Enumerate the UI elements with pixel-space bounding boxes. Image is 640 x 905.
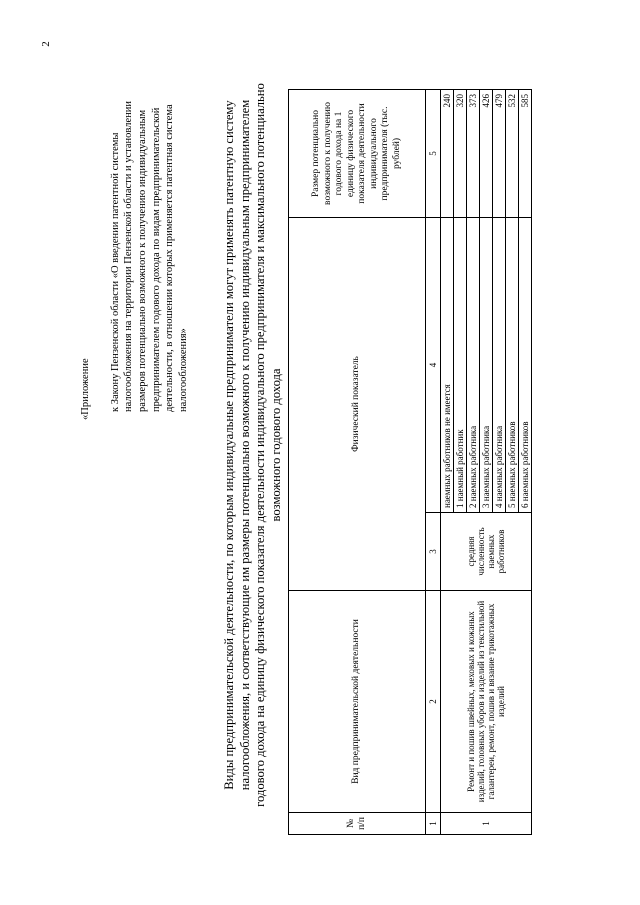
column-number: 2 (426, 591, 441, 813)
indicator-item: 1 наемный работник (454, 217, 467, 512)
income-value: 320 (454, 89, 467, 217)
income-value: 532 (506, 89, 519, 217)
income-value: 426 (480, 89, 493, 217)
column-number: 1 (426, 813, 441, 835)
appendix-block (79, 90, 190, 420)
indicator-item: 4 наемных работника (493, 217, 506, 512)
column-number: 4 (426, 217, 441, 512)
appendix-text: к Закону Пензенской области «О введении патентной системы налогообложения на территории Пензенской области и установлении размеров потенциально возможного к получению индивидуальным предпринимателем годового дохода по видам предпринимательской деятельности, в отношении которых применяется патентная система налогообложения» (109, 101, 189, 412)
income-value: 479 (493, 89, 506, 217)
table-header-row (289, 89, 426, 834)
column-number: 3 (426, 513, 441, 591)
row-number: 1 (441, 813, 532, 835)
page-number: 2 (40, 41, 52, 47)
column-number-row (426, 89, 441, 834)
appendix-heading: «Приложение (80, 358, 91, 420)
header-indicator: Физический показатель (289, 217, 426, 590)
indicator-item: наемных работников не имеется (441, 217, 454, 512)
physical-indicator: средняя численность наемных работников (441, 513, 532, 591)
indicator-item: 6 наемных работников (519, 217, 532, 512)
income-value: 585 (519, 89, 532, 217)
header-income: Размер потенциально возможного к получению годового дохода на 1 единицу физического показателя деятельности индивидуального предпринимателя (тыс. рублей) (289, 89, 426, 217)
header-no: № п/п (289, 813, 426, 835)
document-title: Виды предпринимательской деятельности, по которым индивидуальные предприниматели могут применять патентную систему налогообложения, и соответствующие им размеры потенциально возможного к получению индивидуальным предпринимателем годового дохода на единицу физического показателя деятельности индивидуального предпринимателя и максимального потенциально возможного годового дохода (222, 83, 283, 807)
column-number: 5 (426, 89, 441, 217)
income-value: 373 (467, 89, 480, 217)
header-activity: Вид предпринимательской деятельности (289, 591, 426, 813)
income-value: 240 (441, 89, 454, 217)
table-row (441, 89, 454, 834)
indicator-item: 2 наемных работника (467, 217, 480, 512)
activities-table (288, 89, 532, 835)
indicator-item: 3 наемных работника (480, 217, 493, 512)
indicator-item: 5 наемных работников (506, 217, 519, 512)
activity-name: Ремонт и пошив швейных, меховых и кожаных изделий, головных уборов и изделий из текстильной галантереи, ремонт, пошив и вязание трикотажных изделий (441, 591, 532, 813)
